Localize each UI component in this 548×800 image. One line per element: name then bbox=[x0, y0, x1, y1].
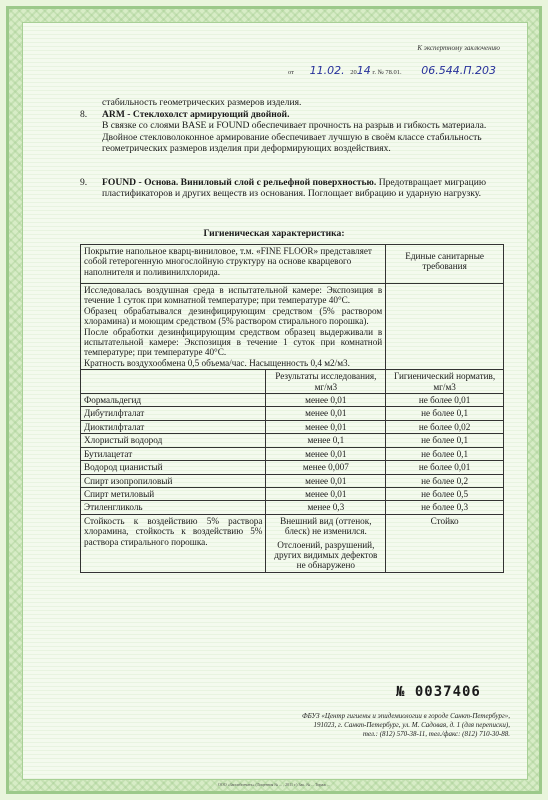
substance-result: менее 0,01 bbox=[266, 407, 386, 420]
col-norm: Гигиенический норматив, мг/м3 bbox=[386, 370, 504, 394]
substance-result: менее 0,3 bbox=[266, 501, 386, 514]
substance-result: менее 0,01 bbox=[266, 487, 386, 500]
item-intro: стабильность геометрических размеров изделия. bbox=[102, 97, 302, 108]
header-empty-cell bbox=[81, 370, 266, 394]
table-row bbox=[81, 434, 504, 447]
table-intro: Покрытие напольное кварц-виниловое, т.м. «FINE FLOOR» представляет собой гетерогенную многослойную структуру на основе кварцевого наполнителя и поливинилхлорида. bbox=[81, 245, 386, 284]
date-prefix: от bbox=[288, 69, 295, 76]
column-header-row bbox=[81, 370, 504, 394]
substance-norm: не более 0,01 bbox=[386, 461, 504, 474]
method-empty-cell bbox=[386, 284, 504, 370]
substance-norm: не более 0,2 bbox=[386, 474, 504, 487]
substance-result: менее 0,1 bbox=[266, 434, 386, 447]
substance-name: Формальдегид bbox=[81, 394, 266, 407]
method-p4: Кратность воздухообмена 0,5 объема/час. Насыщенность 0,4 м2/м3. bbox=[84, 357, 350, 368]
issuer-line-2: 191023, г. Санкт-Петербург, ул. М. Садовая, д. 1 (для переписки), bbox=[313, 721, 510, 729]
item-8-title: ARM - Стеклохолст армирующий двойной. bbox=[102, 109, 290, 120]
substance-name: Спирт изопропиловый bbox=[81, 474, 266, 487]
method-p1: Исследовалась воздушная среда в испытательной камере: Экспозиция в течение 1 суток при комнатной температуре; при температуре 40°С. bbox=[84, 285, 383, 306]
date-day: 11.02. bbox=[309, 64, 345, 77]
method-p2: Образец обрабатывался дезинфицирующим средством (5% раствором хлорамина) и моющим средством (5% раствором стирального порошка). bbox=[84, 305, 383, 327]
table-row bbox=[81, 501, 504, 514]
method-cell bbox=[81, 284, 386, 370]
substance-name: Бутилацетат bbox=[81, 447, 266, 460]
substance-norm: не более 0,02 bbox=[386, 420, 504, 433]
section-title: Гигиеническая характеристика: bbox=[203, 228, 345, 239]
resistance-result-1: Внешний вид (оттенок, блеск) не изменился. bbox=[280, 515, 372, 537]
substance-name: Хлористый водород bbox=[81, 434, 266, 447]
table-row bbox=[81, 420, 504, 433]
substance-norm: не более 0,1 bbox=[386, 447, 504, 460]
substance-name: Спирт метиловый bbox=[81, 487, 266, 500]
method-row bbox=[81, 284, 504, 370]
table-row bbox=[81, 474, 504, 487]
printer-imprint: ООО «Запсибпечать» (Лицензия № ... , 2011 г.) Зак. № ... Тираж ... bbox=[217, 782, 331, 787]
substance-norm: не более 0,3 bbox=[386, 501, 504, 514]
form-serial-number: № 0037406 bbox=[396, 684, 481, 700]
number-prefix: г. № 78.01. bbox=[372, 69, 402, 76]
resistance-row bbox=[81, 514, 504, 572]
item-9-num: 9. bbox=[80, 177, 88, 188]
issuer-block bbox=[230, 712, 510, 739]
item-9-text: Предотвращает миграцию пластификаторов и других веществ из основания. Поглощает вибрацию и ударную нагрузку. bbox=[102, 177, 487, 200]
substance-result: менее 0,01 bbox=[266, 394, 386, 407]
item-9-title: FOUND - Основа. Виниловый слой с рельефной поверхностью. bbox=[102, 177, 377, 188]
col-results: Результаты исследования, мг/м3 bbox=[266, 370, 386, 394]
item-8-text: В связке со слоями BASE и FOUND обеспечивает прочность на разрыв и гибкость материала. Двойное стекловолоконное армирование обеспечивает лучшую в своём классе стабильность геометрических размеров изделия при деформирующих воздействиях. bbox=[102, 120, 487, 154]
table-row bbox=[81, 394, 504, 407]
issuer-line-3: тел.: (812) 570-38-11, тел./факс: (812) 710-30-88. bbox=[362, 730, 510, 738]
substance-name: Дибутилфталат bbox=[81, 407, 266, 420]
table-row bbox=[81, 447, 504, 460]
item-8-num: 8. bbox=[80, 109, 88, 120]
item-8 bbox=[80, 109, 512, 154]
issuer-line-1: ФБУЗ «Центр гигиены и эпидемиологии в городе Санкт-Петербург», bbox=[301, 712, 510, 720]
item-9 bbox=[80, 177, 512, 200]
substance-norm: не более 0,1 bbox=[386, 407, 504, 420]
table-row bbox=[81, 461, 504, 474]
date-line bbox=[288, 64, 496, 77]
resistance-name: Стойкость к воздействию 5% раствора хлорамина, стойкость к воздействию 5% раствора стирального порошка. bbox=[81, 514, 266, 572]
table-row bbox=[81, 407, 504, 420]
substance-result: менее 0,01 bbox=[266, 420, 386, 433]
norms-header: Единые санитарные требования bbox=[386, 245, 504, 284]
resistance-result-2: Отслоений, разрушений, других видимых дефектов не обнаружено bbox=[274, 539, 378, 571]
substance-norm: не более 0,1 bbox=[386, 434, 504, 447]
substance-norm: не более 0,01 bbox=[386, 394, 504, 407]
year: 14 bbox=[356, 64, 371, 77]
substance-norm: не более 0,5 bbox=[386, 487, 504, 500]
substance-result: менее 0,01 bbox=[266, 474, 386, 487]
resistance-result bbox=[266, 514, 386, 572]
substance-result: менее 0,007 bbox=[266, 461, 386, 474]
document-number: 06.544.П.203 bbox=[421, 64, 497, 77]
substance-result: менее 0,01 bbox=[266, 447, 386, 460]
substance-name: Этиленгликоль bbox=[81, 501, 266, 514]
year-prefix: 20 bbox=[350, 69, 357, 76]
method-p3: После обработки дезинфицирующим средством образец выдерживали в испытательной камере: Экспозиция в течение 1 суток при комнатной температуре; при температуре 40°С. bbox=[84, 326, 383, 358]
resistance-norm: Стойко bbox=[386, 514, 504, 572]
substance-name: Водород цианистый bbox=[81, 461, 266, 474]
table-row bbox=[81, 487, 504, 500]
hygiene-table bbox=[80, 244, 504, 573]
substance-name: Диоктилфталат bbox=[81, 420, 266, 433]
table-intro-row bbox=[81, 245, 504, 284]
ref-caption: К экспертному заключению bbox=[417, 44, 500, 52]
